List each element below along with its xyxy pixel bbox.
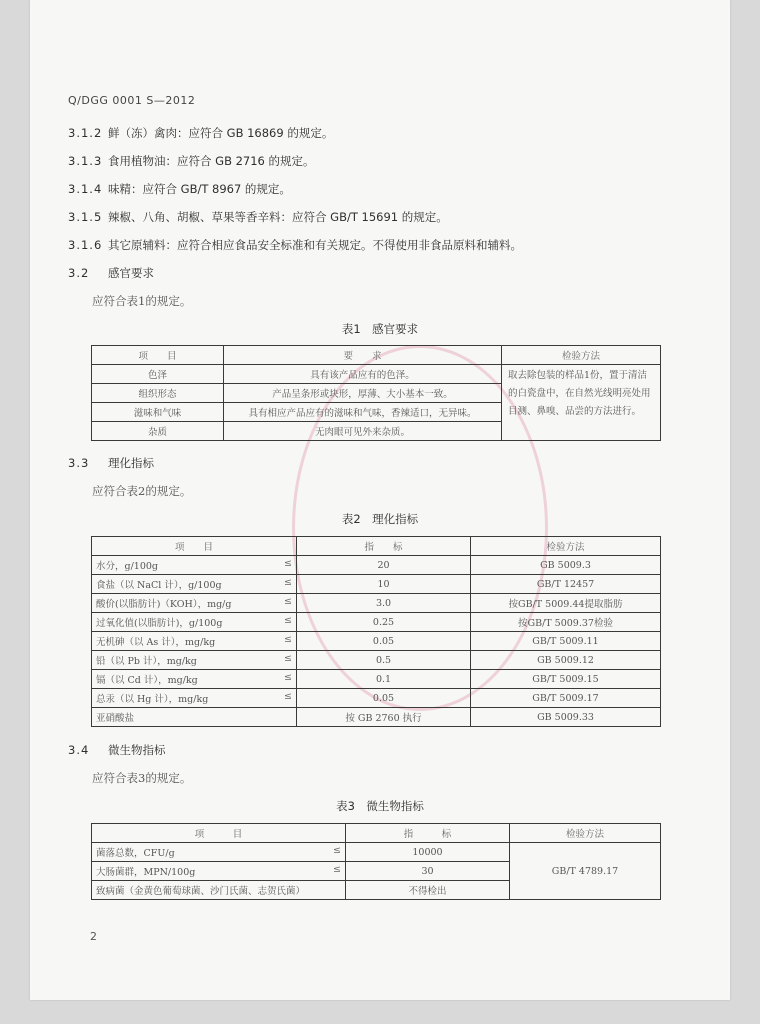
cell-method: 按GB/T 5009.37检验 [471,613,661,632]
item-label: 致病菌（金黄色葡萄球菌、沙门氏菌、志贺氏菌） [96,886,306,897]
clause-number: 3.1.2 [68,126,103,140]
section-number: 3.4 [68,743,90,757]
header-indicator: 指 标 [297,537,471,556]
relation-symbol: ≤ [284,634,292,645]
cell-value: 0.05 [297,632,471,651]
cell-requirement: 产品呈条形或块形，厚薄、大小基本一致。 [224,384,502,403]
cell-requirement: 具有相应产品应有的滋味和气味，香辣适口，无异味。 [224,403,502,422]
cell-value: 30 [346,862,510,881]
relation-symbol: ≤ [284,691,292,702]
table-row [92,843,661,862]
table-1-sensory [91,345,661,441]
item-label: 水分，g/100g [96,561,158,572]
cell-item: 色泽 [92,365,224,384]
cell-item [92,708,297,727]
cell-method: GB/T 5009.17 [471,689,661,708]
table-row [92,613,661,632]
section-title: 微生物指标 [108,743,166,757]
cell-item [92,670,297,689]
cell-item [92,843,346,862]
cell-item [92,594,297,613]
section-3-3-intro: 应符合表2的规定。 [92,484,192,498]
cell-method: GB 5009.3 [471,556,661,575]
cell-value: 按 GB 2760 执行 [297,708,471,727]
cell-item [92,881,346,900]
section-3-2-heading [68,265,154,281]
cell-item [92,575,297,594]
cell-method: 取去除包装的样品1份，置于清洁的白瓷盘中，在自然光线明亮处用目测、鼻嗅、品尝的方法进行。 [502,365,661,441]
item-label: 过氧化值(以脂肪计)，g/100g [96,618,223,629]
header-item: 项 目 [92,346,224,365]
relation-symbol: ≤ [284,672,292,683]
table-1-caption: 表1 感官要求 [341,322,419,336]
item-label: 大肠菌群，MPN/100g [96,867,196,878]
table-row [92,632,661,651]
section-3-4-intro: 应符合表3的规定。 [92,771,192,785]
table-row [92,708,661,727]
header-indicator: 指 标 [346,824,510,843]
cell-method: GB/T 5009.15 [471,670,661,689]
header-item: 项 目 [92,824,346,843]
item-label: 镉（以 Cd 计），mg/kg [96,675,198,686]
clause-3-1-2 [68,125,333,141]
item-label: 菌落总数，CFU/g [96,848,175,859]
cell-item [92,689,297,708]
table-row [92,556,661,575]
clause-number: 3.1.5 [68,210,103,224]
item-label: 酸价(以脂肪计)（KOH），mg/g [96,599,232,610]
cell-method: 按GB/T 5009.44提取脂肪 [471,594,661,613]
cell-value: 0.05 [297,689,471,708]
cell-requirement: 具有该产品应有的色泽。 [224,365,502,384]
clause-3-1-4 [68,181,291,197]
relation-symbol: ≤ [333,864,341,875]
header-method: 检验方法 [510,824,661,843]
cell-item: 滋味和气味 [92,403,224,422]
cell-requirement: 无肉眼可见外来杂质。 [224,422,502,441]
table-2-physicochemical [91,536,661,727]
table-3-microbiological [91,823,661,900]
clause-text: 辣椒、八角、胡椒、草果等香辛料：应符合 GB/T 15691 的规定。 [108,210,448,224]
relation-symbol: ≤ [333,845,341,856]
clause-text: 鲜（冻）禽肉：应符合 GB 16869 的规定。 [108,126,334,140]
cell-item [92,632,297,651]
table-2-caption: 表2 理化指标 [341,512,419,526]
item-label: 无机砷（以 As 计），mg/kg [96,637,216,648]
table-header-row [92,537,661,556]
cell-method: GB/T 5009.11 [471,632,661,651]
table-header-row [92,346,661,365]
header-method: 检验方法 [471,537,661,556]
cell-item: 组织形态 [92,384,224,403]
table-3-caption: 表3 微生物指标 [336,799,424,813]
cell-value: 20 [297,556,471,575]
cell-method: GB/T 12457 [471,575,661,594]
relation-symbol: ≤ [284,577,292,588]
cell-item [92,556,297,575]
header-item: 项 目 [92,537,297,556]
relation-symbol: ≤ [284,596,292,607]
header-method: 检验方法 [502,346,661,365]
table-row [92,689,661,708]
cell-value: 0.25 [297,613,471,632]
clause-number: 3.1.3 [68,154,103,168]
cell-item [92,862,346,881]
relation-symbol: ≤ [284,653,292,664]
clause-text: 食用植物油：应符合 GB 2716 的规定。 [108,154,315,168]
table-row [92,365,661,384]
clause-text: 其它原辅料：应符合相应食品安全标准和有关规定。不得使用非食品原料和辅料。 [108,238,522,252]
header-requirement: 要 求 [224,346,502,365]
table-header-row [92,824,661,843]
clause-number: 3.1.4 [68,182,103,196]
section-number: 3.2 [68,266,90,280]
clause-3-1-3 [68,153,315,169]
cell-value: 10000 [346,843,510,862]
cell-value: 0.5 [297,651,471,670]
section-3-2-intro: 应符合表1的规定。 [92,294,192,308]
table-row [92,670,661,689]
section-3-3-heading [68,455,154,471]
table-row [92,594,661,613]
section-title: 理化指标 [108,456,154,470]
standard-code: Q/DGG 0001 S—2012 [68,94,196,107]
section-3-4-heading [68,742,166,758]
item-label: 亚硝酸盐 [96,713,135,724]
clause-3-1-6 [68,237,522,253]
cell-value: 不得检出 [346,881,510,900]
relation-symbol: ≤ [284,558,292,569]
cell-method: GB 5009.12 [471,651,661,670]
item-label: 总汞（以 Hg 计），mg/kg [96,694,209,705]
cell-value: 3.0 [297,594,471,613]
item-label: 食盐（以 NaCl 计），g/100g [96,580,222,591]
cell-item: 杂质 [92,422,224,441]
clause-number: 3.1.6 [68,238,103,252]
section-title: 感官要求 [108,266,154,280]
item-label: 铅（以 Pb 计），mg/kg [96,656,197,667]
relation-symbol: ≤ [284,615,292,626]
cell-item [92,613,297,632]
cell-method: GB 5009.33 [471,708,661,727]
cell-method: GB/T 4789.17 [510,843,661,900]
table-row [92,651,661,670]
section-number: 3.3 [68,456,90,470]
clause-text: 味精：应符合 GB/T 8967 的规定。 [108,182,291,196]
cell-value: 10 [297,575,471,594]
clause-3-1-5 [68,209,448,225]
cell-item [92,651,297,670]
cell-value: 0.1 [297,670,471,689]
page-number: 2 [90,930,97,943]
table-row [92,575,661,594]
